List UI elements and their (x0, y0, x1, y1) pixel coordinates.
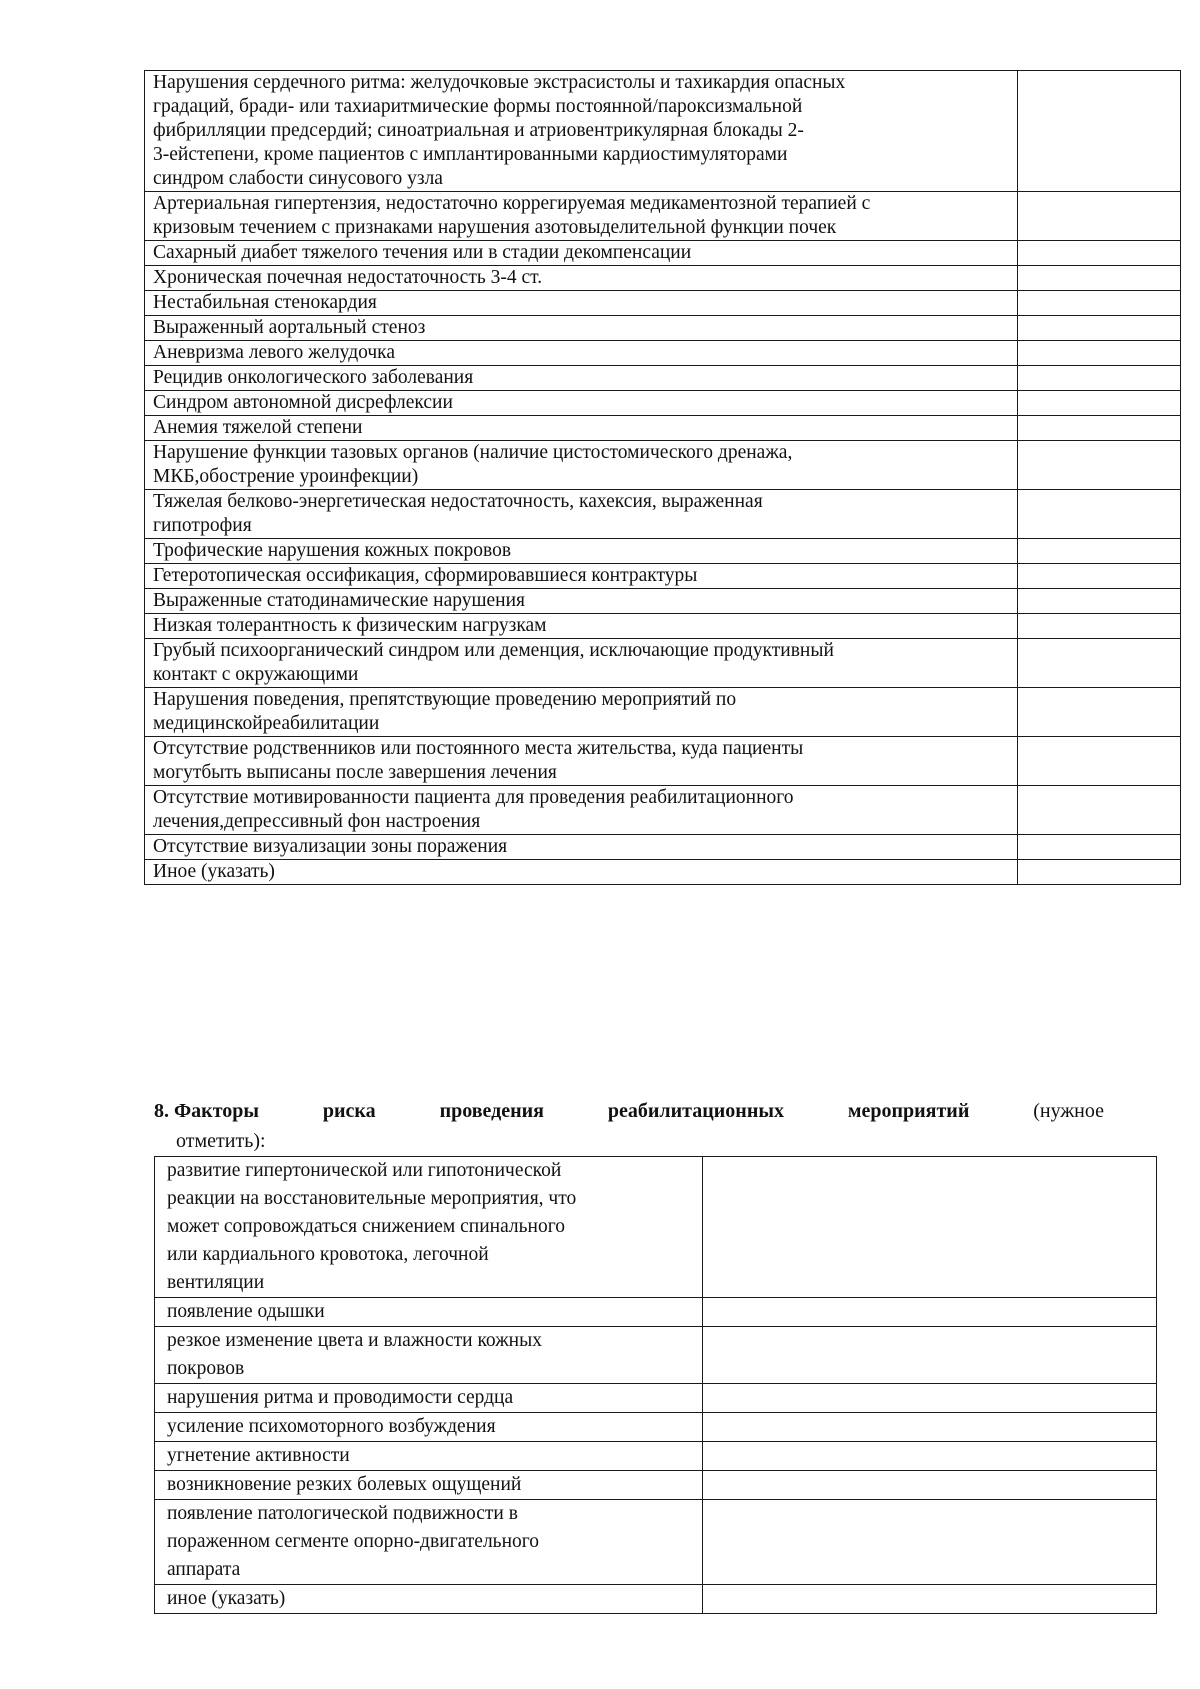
row-text-line: Отсутствие визуализации зоны поражения (153, 836, 508, 857)
row-text-line: Отсутствие мотивированности пациента для проведения реабилитационного (153, 787, 794, 808)
mark-cell[interactable] (1018, 366, 1181, 391)
contraindication-row (145, 366, 1181, 391)
mark-cell[interactable] (1018, 589, 1181, 614)
row-text-line: Хроническая почечная недостаточность 3-4 ст. (153, 267, 543, 288)
heading-note-continuation: отметить): (176, 1130, 266, 1152)
row-text-line: Нарушения поведения, препятствующие проведению мероприятий по (153, 689, 737, 710)
mark-cell[interactable] (1018, 391, 1181, 416)
mark-cell[interactable] (1018, 71, 1181, 192)
row-text-line: Рецидив онкологического заболевания (153, 367, 474, 388)
mark-cell[interactable] (1018, 835, 1181, 860)
row-text-line: появление одышки (167, 1301, 325, 1322)
heading-note: (нужное (1033, 1100, 1104, 1122)
contraindication-row (145, 639, 1181, 688)
contraindication-row (145, 291, 1181, 316)
mark-cell[interactable] (1018, 441, 1181, 490)
row-text (145, 639, 1018, 688)
row-text-line: Отсутствие родственников или постоянного места жительства, куда пациенты (153, 738, 804, 759)
mark-cell[interactable] (1018, 192, 1181, 241)
risk-factor-row (155, 1585, 1157, 1614)
section-number: 8. Факторы (154, 1100, 259, 1122)
contraindication-row (145, 241, 1181, 266)
mark-cell[interactable] (1018, 737, 1181, 786)
row-text (145, 564, 1018, 589)
heading-word: реабилитационных (607, 1100, 784, 1122)
mark-cell[interactable] (1018, 490, 1181, 539)
contraindication-row (145, 391, 1181, 416)
risk-factor-row (155, 1471, 1157, 1500)
section-8-heading-line (154, 1096, 1104, 1126)
row-text-line: вентиляции (167, 1272, 265, 1293)
mark-cell[interactable] (1018, 316, 1181, 341)
contraindication-row (145, 614, 1181, 639)
row-text-line: пораженном сегменте опорно-двигательного (167, 1531, 540, 1552)
row-text (155, 1298, 703, 1327)
contraindication-row (145, 266, 1181, 291)
mark-cell[interactable] (703, 1500, 1157, 1585)
mark-cell[interactable] (703, 1327, 1157, 1384)
row-text (145, 391, 1018, 416)
row-text-line: фибрилляции предсердий; синоатриальная и атриовентрикулярная блокады 2- (153, 120, 804, 141)
mark-cell[interactable] (1018, 688, 1181, 737)
mark-cell[interactable] (1018, 291, 1181, 316)
row-text (145, 589, 1018, 614)
row-text-line: Артериальная гипертензия, недостаточно коррегируемая медикаментозной терапией с (153, 193, 871, 214)
row-text-line: нарушения ритма и проводимости сердца (167, 1387, 514, 1408)
row-text (145, 416, 1018, 441)
row-text-line: контакт с окружающими (153, 664, 359, 685)
contraindications-table (144, 70, 1181, 885)
row-text (155, 1413, 703, 1442)
mark-cell[interactable] (703, 1585, 1157, 1614)
mark-cell[interactable] (1018, 539, 1181, 564)
row-text (145, 192, 1018, 241)
row-text-line: градаций, бради- или тахиаритмические формы постоянной/пароксизмальной (153, 96, 803, 117)
row-text (155, 1471, 703, 1500)
row-text-line: Выраженный аортальный стеноз (153, 317, 426, 338)
row-text (145, 291, 1018, 316)
mark-cell[interactable] (1018, 564, 1181, 589)
contraindication-row (145, 564, 1181, 589)
row-text-line: медицинскойреабилитации (153, 713, 380, 734)
row-text-line: гипотрофия (153, 515, 252, 536)
row-text-line: может сопровождаться снижением спинального (167, 1216, 566, 1237)
row-text (155, 1384, 703, 1413)
mark-cell[interactable] (1018, 266, 1181, 291)
contraindication-row (145, 539, 1181, 564)
row-text (145, 441, 1018, 490)
row-text-line: синдром слабости синусового узла (153, 168, 443, 189)
row-text-line: Тяжелая белково-энергетическая недостаточность, кахексия, выраженная (153, 491, 763, 512)
row-text (145, 786, 1018, 835)
row-text (145, 366, 1018, 391)
row-text (145, 341, 1018, 366)
risk-factor-row (155, 1384, 1157, 1413)
mark-cell[interactable] (1018, 241, 1181, 266)
mark-cell[interactable] (1018, 860, 1181, 885)
mark-cell[interactable] (1018, 341, 1181, 366)
contraindication-row (145, 441, 1181, 490)
contraindication-row (145, 192, 1181, 241)
row-text-line: Низкая толерантность к физическим нагрузкам (153, 615, 547, 636)
row-text (145, 688, 1018, 737)
contraindication-row (145, 688, 1181, 737)
contraindication-row (145, 341, 1181, 366)
mark-cell[interactable] (703, 1157, 1157, 1298)
row-text (155, 1157, 703, 1298)
row-text (145, 490, 1018, 539)
row-text-line: МКБ,обострение уроинфекции) (153, 466, 419, 487)
row-text-line: Грубый психоорганический синдром или деменция, исключающие продуктивный (153, 640, 834, 661)
contraindication-row (145, 490, 1181, 539)
heading-word: риска (322, 1100, 376, 1122)
mark-cell[interactable] (703, 1471, 1157, 1500)
mark-cell[interactable] (703, 1298, 1157, 1327)
mark-cell[interactable] (703, 1413, 1157, 1442)
row-text-line: лечения,депрессивный фон настроения (153, 811, 481, 832)
row-text (155, 1327, 703, 1384)
contraindication-row (145, 860, 1181, 885)
row-text-line: появление патологической подвижности в (167, 1503, 518, 1524)
row-text (145, 316, 1018, 341)
row-text (155, 1585, 703, 1614)
contraindication-row (145, 786, 1181, 835)
row-text (145, 835, 1018, 860)
row-text-line: иное (указать) (167, 1588, 286, 1609)
risk-factors-table (154, 1156, 1157, 1614)
risk-factor-row (155, 1500, 1157, 1585)
mark-cell[interactable] (703, 1442, 1157, 1471)
row-text-line: реакции на восстановительные мероприятия, что (167, 1188, 577, 1209)
row-text-line: покровов (167, 1358, 245, 1379)
row-text-line: Трофические нарушения кожных покровов (153, 540, 512, 561)
row-text (145, 614, 1018, 639)
row-text-line: усиление психомоторного возбуждения (167, 1416, 496, 1437)
row-text-line: резкое изменение цвета и влажности кожных (167, 1330, 542, 1351)
row-text-line: аппарата (167, 1559, 241, 1580)
row-text (145, 71, 1018, 192)
row-text-line: Анемия тяжелой степени (153, 417, 363, 438)
row-text-line: Гетеротопическая оссификация, сформировавшиеся контрактуры (153, 565, 698, 586)
row-text-line: Сахарный диабет тяжелого течения или в стадии декомпенсации (153, 242, 692, 263)
row-text-line: Нарушения сердечного ритма: желудочковые экстрасистолы и тахикардия опасных (153, 72, 846, 93)
contraindication-row (145, 316, 1181, 341)
row-text-line: Нестабильная стенокардия (153, 292, 377, 313)
risk-factor-row (155, 1413, 1157, 1442)
section-8-heading (154, 1096, 1104, 1156)
risk-factor-row (155, 1442, 1157, 1471)
heading-word: мероприятий (847, 1100, 970, 1122)
heading-word: проведения (439, 1100, 544, 1122)
mark-cell[interactable] (1018, 416, 1181, 441)
mark-cell[interactable] (703, 1384, 1157, 1413)
contraindication-row (145, 589, 1181, 614)
mark-cell[interactable] (1018, 786, 1181, 835)
row-text-line: Иное (указать) (153, 861, 275, 882)
row-text (145, 737, 1018, 786)
row-text (155, 1442, 703, 1471)
row-text-line: угнетение активности (167, 1445, 350, 1466)
row-text-line: возникновение резких болевых ощущений (167, 1474, 522, 1495)
risk-factor-row (155, 1157, 1157, 1298)
row-text-line: Аневризма левого желудочка (153, 342, 396, 363)
mark-cell[interactable] (1018, 614, 1181, 639)
row-text (145, 241, 1018, 266)
row-text (145, 860, 1018, 885)
row-text-line: Нарушение функции тазовых органов (наличие цистостомического дренажа, (153, 442, 793, 463)
row-text (145, 266, 1018, 291)
row-text-line: Выраженные статодинамические нарушения (153, 590, 526, 611)
row-text-line: могутбыть выписаны после завершения лечения (153, 762, 557, 783)
row-text-line: развитие гипертонической или гипотонической (167, 1160, 562, 1181)
row-text-line: Синдром автономной дисрефлексии (153, 392, 453, 413)
row-text-line: или кардиального кровотока, легочной (167, 1244, 489, 1265)
contraindication-row (145, 416, 1181, 441)
row-text (155, 1500, 703, 1585)
contraindication-row (145, 835, 1181, 860)
mark-cell[interactable] (1018, 639, 1181, 688)
risk-factor-row (155, 1327, 1157, 1384)
risk-factor-row (155, 1298, 1157, 1327)
contraindication-row (145, 71, 1181, 192)
contraindication-row (145, 737, 1181, 786)
row-text-line: 3-ейстепени, кроме пациентов с имплантированными кардиостимуляторами (153, 144, 788, 165)
row-text (145, 539, 1018, 564)
row-text-line: кризовым течением с признаками нарушения азотовыделительной функции почек (153, 217, 837, 238)
